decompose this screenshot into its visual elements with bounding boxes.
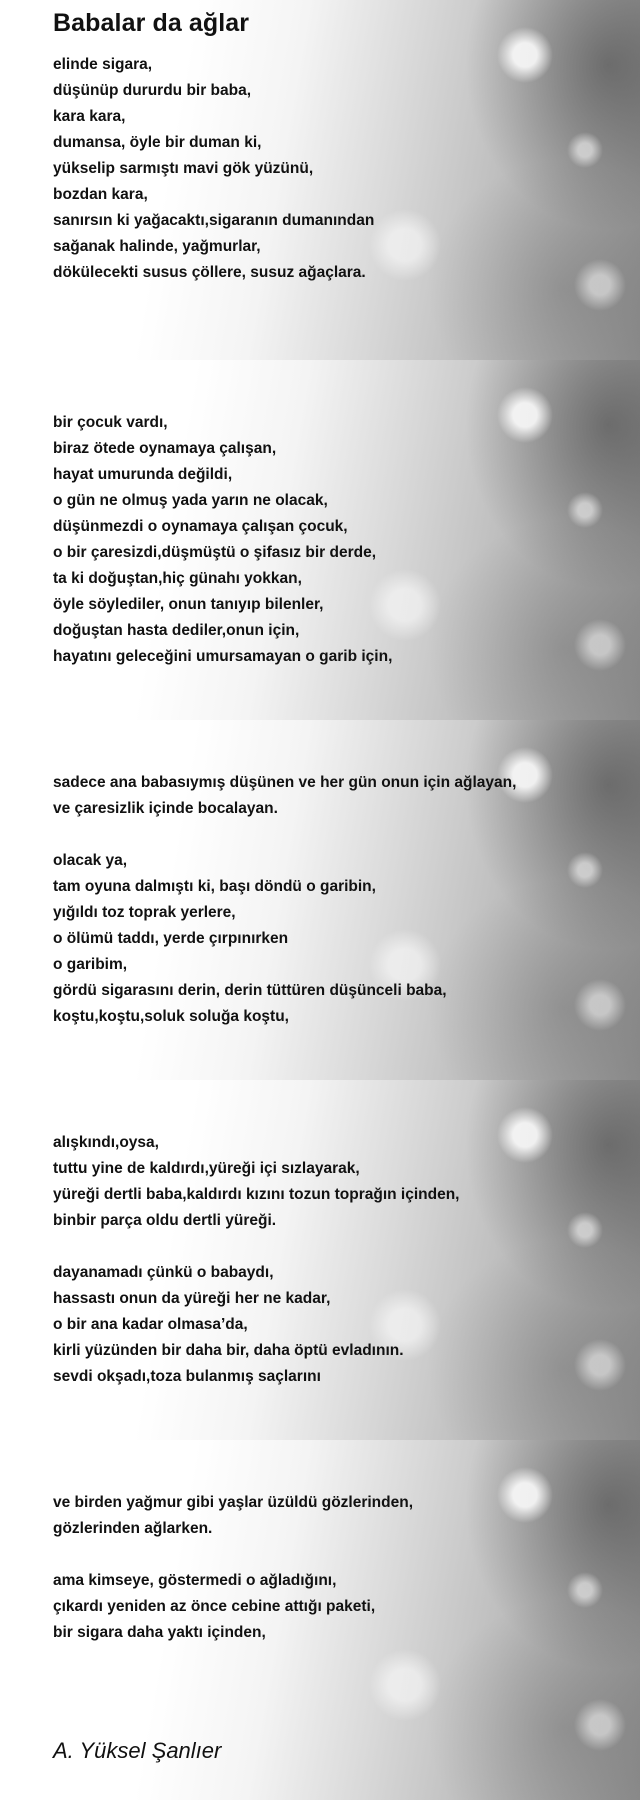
verse-line: ve çaresizlik içinde bocalayan. [53,800,278,817]
stanza-5 [53,1490,413,1646]
verse-line: o garibim, [53,956,128,973]
verse-line: yükselip sarmıştı mavi gök yüzünü, [53,160,314,177]
verse-line: olacak ya, [53,852,128,869]
verse-line: gördü sigarasını derin, derin tüttüren düşünceli baba, [53,982,447,999]
verse-line: o ölümü taddı, yerde çırpınırken [53,930,289,947]
verse-line: biraz ötede oynamaya çalışan, [53,440,277,457]
verse-line: dayanamadı çünkü o babaydı, [53,1264,274,1281]
verse-line: bir sigara daha yaktı içinden, [53,1624,266,1641]
verse-line: sağanak halinde, yağmurlar, [53,238,261,255]
verse-line: sevdi okşadı,toza bulanmış saçlarını [53,1368,321,1385]
verse-line: öyle söylediler, onun tanıyıp bilenler, [53,596,324,613]
verse-line: sanırsın ki yağacaktı,sigaranın dumanından [53,212,375,229]
verse-line: kara kara, [53,108,126,125]
verse-line: binbir parça oldu dertli yüreği. [53,1212,277,1229]
verse-line: yığıldı toz toprak yerlere, [53,904,236,921]
verse-line: o bir çaresizdi,düşmüştü o şifasız bir derde, [53,544,376,561]
stanza-3 [53,770,516,1030]
verse-line: elinde sigara, [53,56,153,73]
verse-line: koştu,koştu,soluk soluğa koştu, [53,1008,289,1025]
verse-line: hassastı onun da yüreği her ne kadar, [53,1290,331,1307]
verse-line: o gün ne olmuş yada yarın ne olacak, [53,492,328,509]
stanza-1 [53,52,374,286]
verse-line: hayatını geleceğini umursamayan o garib için, [53,648,393,665]
stanza-4 [53,1130,460,1390]
verse-line: ta ki doğuştan,hiç günahı yokkan, [53,570,302,587]
verse-line: ama kimseye, göstermedi o ağladığını, [53,1572,337,1589]
verse-blank-line [53,822,516,848]
verse-line: çıkardı yeniden az önce cebine attığı paketi, [53,1598,376,1615]
verse-line: düşünüp dururdu bir baba, [53,82,252,99]
verse-line: tuttu yine de kaldırdı,yüreği içi sızlayarak, [53,1160,360,1177]
verse-blank-line [53,1234,460,1260]
verse-line: kirli yüzünden bir daha bir, daha öptü evladının. [53,1342,404,1359]
verse-line: alışkındı,oysa, [53,1134,159,1151]
poem-title: Babalar da ağlar [53,9,250,37]
verse-line: ve birden yağmur gibi yaşlar üzüldü gözlerinden, [53,1494,414,1511]
verse-line: doğuştan hasta dediler,onun için, [53,622,300,639]
verse-line: sadece ana babasıymış düşünen ve her gün onun için ağlayan, [53,774,517,791]
verse-line: dökülecekti susus çöllere, susuz ağaçlara. [53,264,366,281]
verse-line: yüreği dertli baba,kaldırdı kızını tozun toprağın içinden, [53,1186,460,1203]
verse-line: tam oyuna dalmıştı ki, başı döndü o garibin, [53,878,376,895]
verse-blank-line [53,1542,413,1568]
stanza-2 [53,410,392,670]
poem-author: A. Yüksel Şanlıer [53,1738,222,1763]
verse-line: hayat umurunda değildi, [53,466,233,483]
verse-line: düşünmezdi o oynamaya çalışan çocuk, [53,518,348,535]
verse-line: gözlerinden ağlarken. [53,1520,213,1537]
verse-line: bozdan kara, [53,186,148,203]
verse-line: o bir ana kadar olmasa’da, [53,1316,248,1333]
verse-line: bir çocuk vardı, [53,414,168,431]
verse-line: dumansa, öyle bir duman ki, [53,134,262,151]
